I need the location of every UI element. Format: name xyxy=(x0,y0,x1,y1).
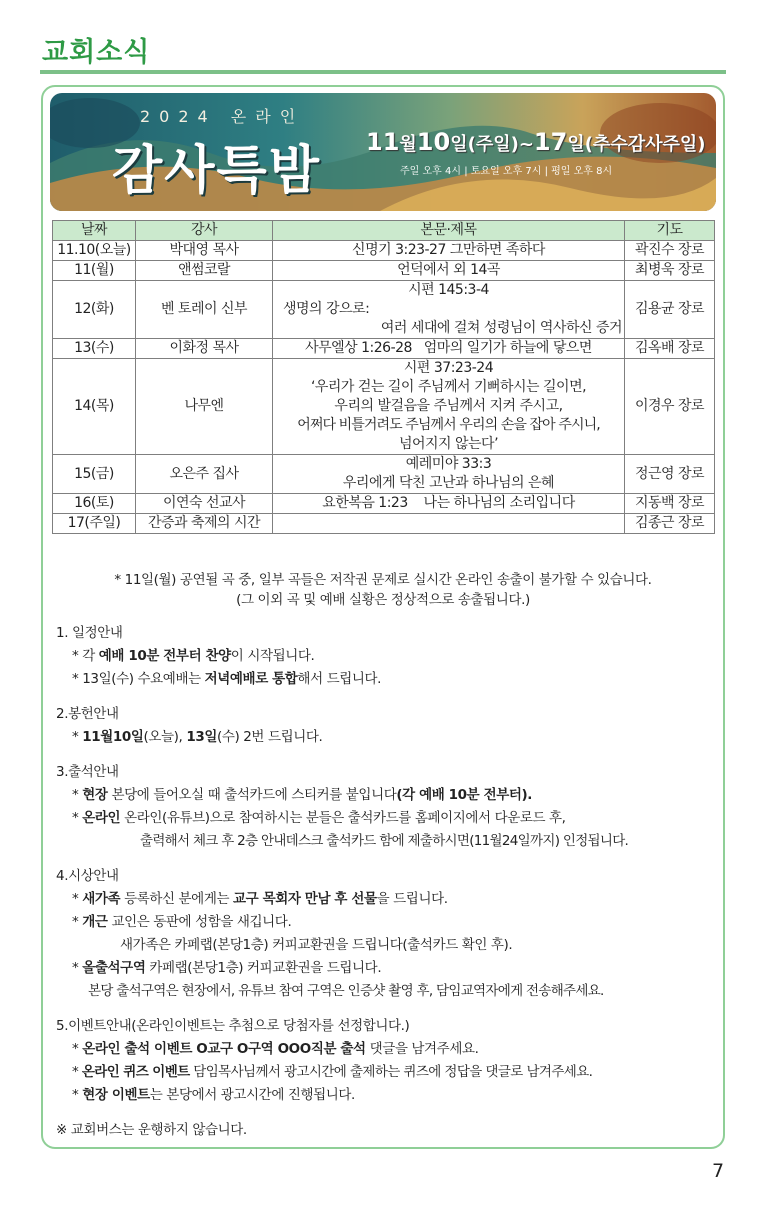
title-cell: 사무엘상 1:26-28 엄마의 일기가 하늘에 닿으면 xyxy=(273,339,625,359)
list-item: * 현장 본당에 들어오실 때 출석카드에 스티커를 붙입니다(각 예배 10분 전부터). xyxy=(72,787,533,803)
table-row xyxy=(53,241,715,261)
banner-title: 감사특밤 xyxy=(112,141,321,201)
date-cell: 16(토) xyxy=(53,494,136,514)
schedule-table xyxy=(52,220,715,534)
prayer-cell: 이경우 장로 xyxy=(625,359,715,455)
speaker-cell: 이연숙 선교사 xyxy=(136,494,273,514)
speaker-cell: 앤썸코랄 xyxy=(136,261,273,281)
banner-year: 2024 온라인 xyxy=(140,107,305,126)
table-row xyxy=(53,281,715,339)
list-item: * 올출석구역 카페랩(본당1층) 커피교환권을 드립니다. xyxy=(72,960,382,976)
offering-notice xyxy=(56,703,720,749)
copyright-note-sub: (그 이외 곡 및 예배 실황은 정상적으로 송출됩니다.) xyxy=(236,592,530,608)
prayer-cell: 지동백 장로 xyxy=(625,494,715,514)
header-speaker: 강사 xyxy=(136,221,273,241)
date-cell: 13(수) xyxy=(53,339,136,359)
list-item-continuation: 새가족은 카페랩(본당1층) 커피교환권을 드립니다(출석카드 확인 후). xyxy=(120,937,513,953)
copyright-note: * 11일(월) 공연될 곡 중, 일부 곡들은 저작권 문제로 실시간 온라인 송출이 불가할 수 있습니다. xyxy=(114,572,652,588)
list-item-continuation: 본당 출석구역은 현장에서, 유튜브 참여 구역은 인증샷 촬영 후, 담임교역자에게 전송해주세요. xyxy=(88,983,604,999)
title-cell: 요한복음 1:23 나는 하나님의 소리입니다 xyxy=(273,494,625,514)
list-item: * 13일(수) 수요예배는 저녁예배로 통합해서 드립니다. xyxy=(72,671,382,687)
page-title: 교회소식 xyxy=(42,37,151,68)
attendance-notice xyxy=(56,761,720,853)
speaker-cell: 간증과 축제의 시간 xyxy=(136,514,273,534)
speaker-cell: 이화정 목사 xyxy=(136,339,273,359)
list-item: * 온라인 온라인(유튜브)으로 참여하시는 분들은 출석카드를 홈페이지에서 다운로드 후, xyxy=(72,810,566,826)
title-cell: 신명기 3:23-27 그만하면 족하다 xyxy=(273,241,625,261)
table-row xyxy=(53,494,715,514)
table-row xyxy=(53,339,715,359)
speaker-cell: 오은주 집사 xyxy=(136,455,273,494)
schedule-notice xyxy=(56,622,720,691)
prayer-cell: 김종근 장로 xyxy=(625,514,715,534)
prayer-cell: 김용균 장로 xyxy=(625,281,715,339)
award-notice xyxy=(56,865,720,1003)
date-cell: 11(월) xyxy=(53,261,136,281)
table-header-row xyxy=(53,221,715,241)
date-cell: 15(금) xyxy=(53,455,136,494)
banner-dates: 11월10일(주일)~17일(추수감사주일) xyxy=(366,128,706,156)
title-cell: 시편 145:3-4 생명의 강으로: 여러 세대에 걸쳐 성령님이 역사하신 증거 xyxy=(273,281,625,339)
prayer-cell: 최병욱 장로 xyxy=(625,261,715,281)
list-item: * 온라인 퀴즈 이벤트 담임목사님께서 광고시간에 출제하는 퀴즈에 정답을 댓글로 남겨주세요. xyxy=(72,1064,593,1080)
speaker-cell: 벤 토레이 신부 xyxy=(136,281,273,339)
list-item: * 각 예배 10분 전부터 찬양이 시작됩니다. xyxy=(72,648,315,664)
event-notice xyxy=(56,1015,720,1107)
speaker-cell: 나무엔 xyxy=(136,359,273,455)
date-cell: 14(목) xyxy=(53,359,136,455)
title-cell: 언덕에서 외 14곡 xyxy=(273,261,625,281)
title-cell: 예레미야 33:3 우리에게 닥친 고난과 하나님의 은혜 xyxy=(273,455,625,494)
notices-section xyxy=(56,622,720,1142)
list-item: * 11월10일(오늘), 13일(수) 2번 드립니다. xyxy=(72,729,323,745)
page-number: 7 xyxy=(712,1160,725,1182)
header-title: 본문·제목 xyxy=(273,221,625,241)
date-cell: 17(주일) xyxy=(53,514,136,534)
prayer-cell: 정근영 장로 xyxy=(625,455,715,494)
list-item: * 현장 이벤트는 본당에서 광고시간에 진행됩니다. xyxy=(72,1087,355,1103)
list-item-continuation: 출력해서 체크 후 2층 안내데스크 출석카드 함에 제출하시면(11월24일까지) 인정됩니다. xyxy=(140,833,629,849)
header-prayer: 기도 xyxy=(625,221,715,241)
list-item: * 온라인 출석 이벤트 O교구 O구역 OOO직분 출석 댓글을 남겨주세요. xyxy=(72,1041,479,1057)
title-cell: 시편 37:23-24 ‘우리가 걷는 길이 주님께서 기뻐하시는 길이면, 우리의 발걸음을 주님께서 지켜 주시고, 어쩌다 비틀거려도 주님께서 우리의 손을 잡아 주시니, 넘어지지 않는다’ xyxy=(273,359,625,455)
banner-times: 주일 오후 4시 | 토요일 오후 7시 | 평일 오후 8시 xyxy=(400,166,613,177)
table-row xyxy=(53,359,715,455)
speaker-cell: 박대영 목사 xyxy=(136,241,273,261)
title-divider xyxy=(40,70,726,74)
section-heading: 2.봉헌안내 xyxy=(56,706,119,722)
prayer-cell: 곽진수 장로 xyxy=(625,241,715,261)
title-cell xyxy=(273,514,625,534)
table-row xyxy=(53,514,715,534)
bus-notice: ※ 교회버스는 운행하지 않습니다. xyxy=(56,1122,247,1138)
date-cell: 12(화) xyxy=(53,281,136,339)
header-date: 날짜 xyxy=(53,221,136,241)
section-heading: 1. 일정안내 xyxy=(56,625,123,641)
section-heading: 3.출석안내 xyxy=(56,764,119,780)
section-heading: 4.시상안내 xyxy=(56,868,119,884)
section-heading: 5.이벤트안내(온라인이벤트는 추첨으로 당첨자를 선정합니다.) xyxy=(56,1018,410,1034)
date-cell: 11.10(오늘) xyxy=(53,241,136,261)
list-item: * 새가족 등록하신 분에게는 교구 목회자 만남 후 선물을 드립니다. xyxy=(72,891,448,907)
table-row xyxy=(53,261,715,281)
list-item: * 개근 교인은 동판에 성함을 새깁니다. xyxy=(72,914,292,930)
prayer-cell: 김옥배 장로 xyxy=(625,339,715,359)
table-row xyxy=(53,455,715,494)
